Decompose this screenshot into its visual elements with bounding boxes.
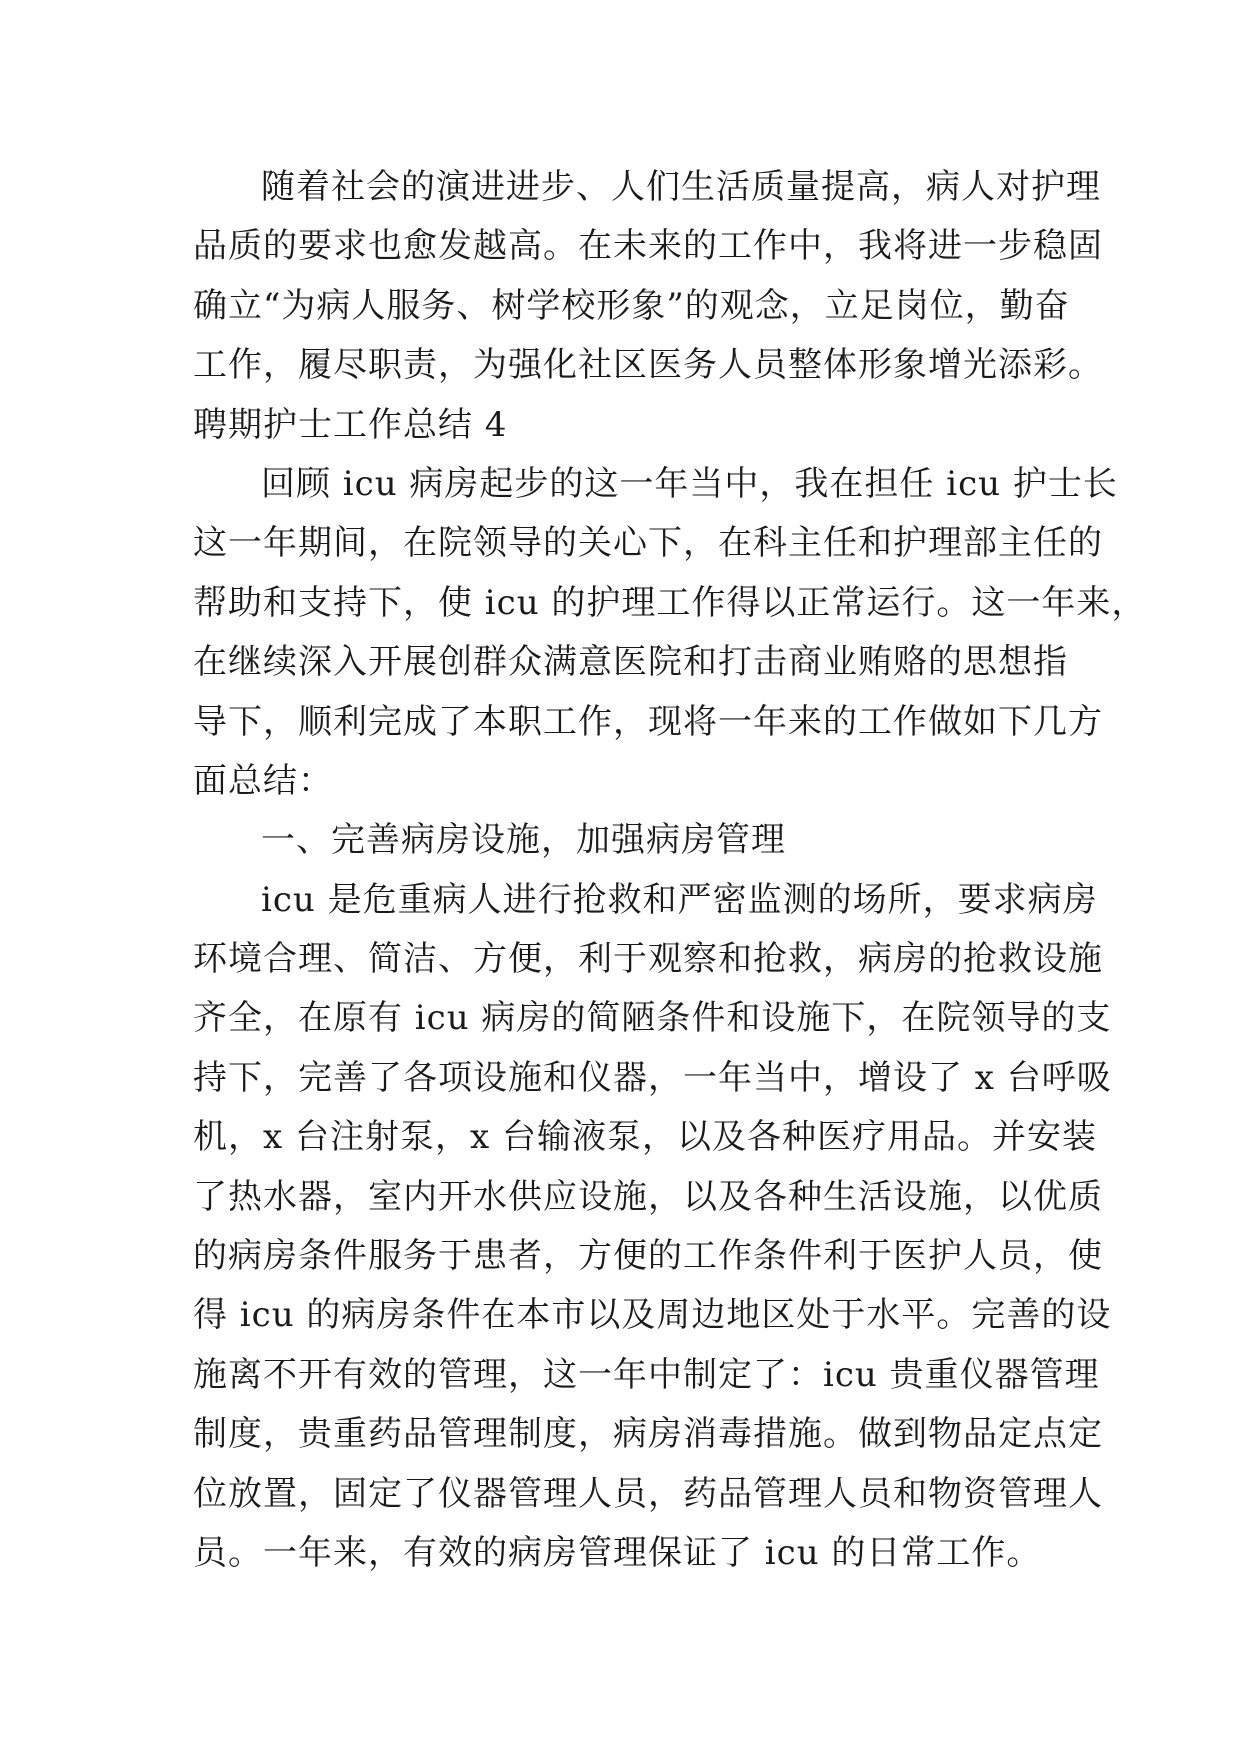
paragraph-line: 制度，贵重药品管理制度，病房消毒措施。做到物品定点定 bbox=[193, 1414, 1103, 1455]
paragraph-line: 了热水器，室内开水供应设施，以及各种生活设施，以优质 bbox=[193, 1176, 1103, 1217]
paragraph-line: 这一年期间，在院领导的关心下，在科主任和护理部主任的 bbox=[193, 523, 1103, 564]
paragraph-line: 机，x 台注射泵，x 台输液泵，以及各种医疗用品。并安装 bbox=[193, 1117, 1097, 1158]
paragraph-line: 随着社会的演进进步、人们生活质量提高，病人对护理 bbox=[261, 167, 1101, 207]
paragraph-line: icu 是危重病人进行抢救和严密监测的场所，要求病房 bbox=[261, 879, 1098, 920]
paragraph-line: 齐全，在原有 icu 病房的简陋条件和设施下，在院领导的支 bbox=[193, 998, 1112, 1039]
paragraph-line: 工作，履尽职责，为强化社区医务人员整体形象增光添彩。 bbox=[193, 345, 1103, 386]
paragraph-line: 帮助和支持下，使 icu 的护理工作得以正常运行。这一年来， bbox=[193, 582, 1147, 623]
paragraph-line: 品质的要求也愈发越高。在未来的工作中，我将进一步稳固 bbox=[193, 226, 1103, 267]
section-heading: 聘期护士工作总结 4 bbox=[193, 404, 508, 445]
document-body bbox=[193, 158, 1147, 1583]
paragraph-line: 在继续深入开展创群众满意医院和打击商业贿赂的思想指 bbox=[193, 642, 1068, 683]
paragraph-line: 持下，完善了各项设施和仪器，一年当中，增设了 x 台呼吸 bbox=[193, 1057, 1112, 1098]
paragraph-line: 环境合理、简洁、方便，利于观察和抢救，病房的抢救设施 bbox=[193, 939, 1103, 980]
paragraph-line: 位放置，固定了仪器管理人员，药品管理人员和物资管理人 bbox=[193, 1473, 1103, 1514]
paragraph-line: 回顾 icu 病房起步的这一年当中，我在担任 icu 护士长 bbox=[261, 463, 1118, 504]
paragraph-line: 导下，顺利完成了本职工作，现将一年来的工作做如下几方 bbox=[193, 701, 1103, 742]
paragraph-line: 员。一年来，有效的病房管理保证了 icu 的日常工作。 bbox=[193, 1532, 1042, 1573]
paragraph-line: 得 icu 的病房条件在本市以及周边地区处于水平。完善的设 bbox=[193, 1295, 1112, 1336]
paragraph-line: 面总结： bbox=[193, 760, 333, 801]
paragraph-line: 的病房条件服务于患者，方便的工作条件利于医护人员，使 bbox=[193, 1236, 1103, 1277]
paragraph-line: 施离不开有效的管理，这一年中制定了：icu 贵重仪器管理 bbox=[193, 1354, 1100, 1395]
subsection-heading: 一、完善病房设施，加强病房管理 bbox=[261, 820, 786, 861]
paragraph-line: 确立“为病人服务、树学校形象”的观念，立足岗位，勤奋 bbox=[193, 285, 1070, 326]
